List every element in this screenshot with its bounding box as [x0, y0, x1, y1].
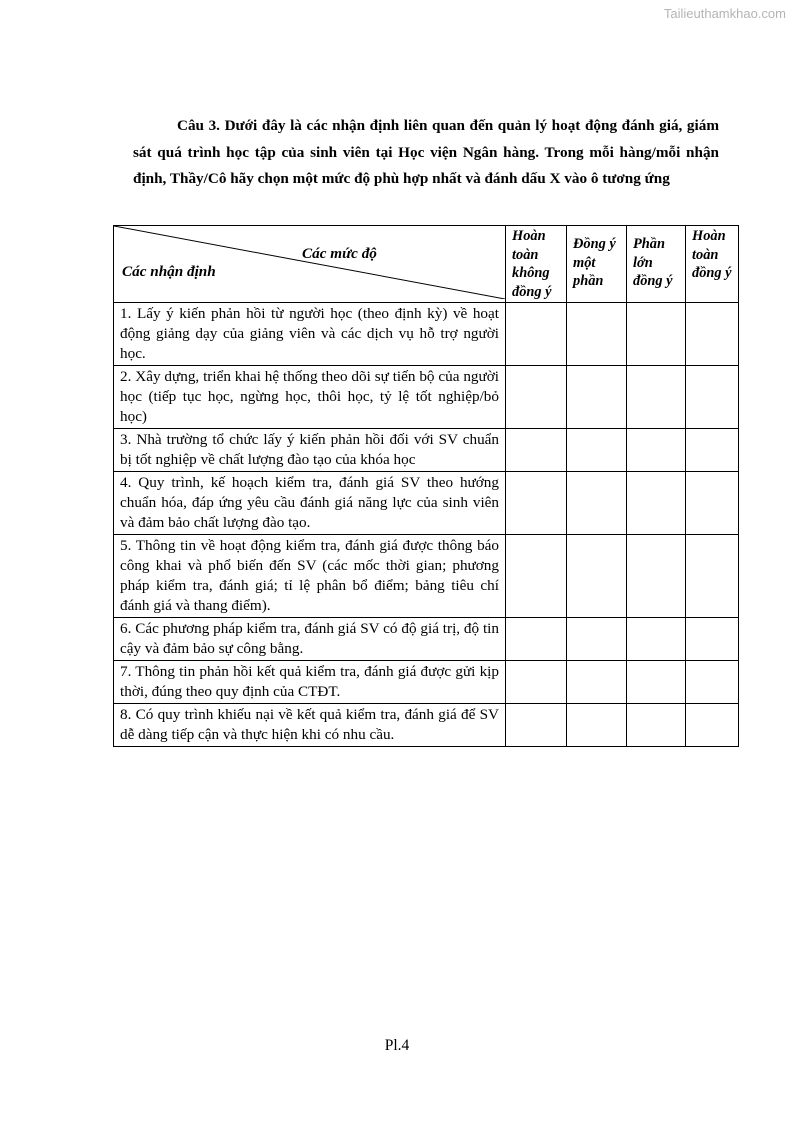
table-header-row — [114, 226, 739, 303]
answer-cell[interactable] — [506, 429, 567, 472]
answer-cell[interactable] — [506, 366, 567, 429]
table-row — [114, 303, 739, 366]
statement-cell: 8. Có quy trình khiếu nại về kết quả kiểm tra, đánh giá để SV dễ dàng tiếp cận và thực hiện khi có nhu cầu. — [114, 704, 506, 747]
question-text: Câu 3. Dưới đây là các nhận định liên quan đến quản lý hoạt động đánh giá, giám sát quá trình học tập của sinh viên tại Học viện Ngân hàng. Trong mỗi hàng/mỗi nhận định, Thầy/Cô hãy chọn một mức độ phù hợp nhất và đánh dấu X vào ô tương ứng — [133, 117, 719, 187]
answer-cell[interactable] — [506, 661, 567, 704]
answer-cell[interactable] — [567, 704, 627, 747]
header-statements: Các nhận định — [122, 263, 216, 280]
answer-cell[interactable] — [567, 661, 627, 704]
answer-cell[interactable] — [627, 618, 686, 661]
column-header: Đồng ý một phần — [567, 226, 627, 303]
answer-cell[interactable] — [567, 429, 627, 472]
answer-cell[interactable] — [567, 618, 627, 661]
table-row — [114, 472, 739, 535]
answer-cell[interactable] — [686, 472, 739, 535]
statement-cell: 3. Nhà trường tổ chức lấy ý kiến phản hồi đối với SV chuẩn bị tốt nghiệp về chất lượng đào tạo của khóa học — [114, 429, 506, 472]
answer-cell[interactable] — [627, 535, 686, 618]
statement-cell: 7. Thông tin phản hồi kết quả kiểm tra, đánh giá được gửi kịp thời, đúng theo quy định của CTĐT. — [114, 661, 506, 704]
answer-cell[interactable] — [506, 535, 567, 618]
statement-cell: 1. Lấy ý kiến phản hồi từ người học (theo định kỳ) về hoạt động giảng dạy của giảng viên và các dịch vụ hỗ trợ người học. — [114, 303, 506, 366]
table-row — [114, 661, 739, 704]
statement-cell: 6. Các phương pháp kiểm tra, đánh giá SV có độ giá trị, độ tin cậy và đảm bảo sự công bằng. — [114, 618, 506, 661]
answer-cell[interactable] — [686, 535, 739, 618]
answer-cell[interactable] — [506, 704, 567, 747]
table-row — [114, 429, 739, 472]
table-row — [114, 618, 739, 661]
answer-cell[interactable] — [627, 303, 686, 366]
watermark: Tailieuthamkhao.com — [663, 6, 786, 21]
answer-cell[interactable] — [567, 303, 627, 366]
answer-cell[interactable] — [567, 472, 627, 535]
column-header: Hoàn toàn không đồng ý — [506, 226, 567, 303]
answer-cell[interactable] — [627, 472, 686, 535]
column-header: Phần lớn đồng ý — [627, 226, 686, 303]
answer-cell[interactable] — [686, 661, 739, 704]
answer-cell[interactable] — [686, 303, 739, 366]
answer-cell[interactable] — [506, 618, 567, 661]
diagonal-header-cell — [114, 226, 506, 303]
answer-cell[interactable] — [627, 704, 686, 747]
table-row — [114, 366, 739, 429]
table-row — [114, 704, 739, 747]
answer-cell[interactable] — [567, 366, 627, 429]
header-levels: Các mức độ — [302, 245, 377, 262]
table-row — [114, 535, 739, 618]
answer-cell[interactable] — [627, 661, 686, 704]
answer-cell[interactable] — [567, 535, 627, 618]
survey-table — [113, 225, 739, 747]
answer-cell[interactable] — [506, 472, 567, 535]
statement-cell: 2. Xây dựng, triển khai hệ thống theo dõi sự tiến bộ của người học (tiếp tục học, ngừng học, thôi học, tỷ lệ tốt nghiệp/bỏ học) — [114, 366, 506, 429]
answer-cell[interactable] — [686, 618, 739, 661]
answer-cell[interactable] — [506, 303, 567, 366]
statement-cell: 5. Thông tin về hoạt động kiểm tra, đánh giá được thông báo công khai và phổ biến đến SV (các mốc thời gian; phương pháp kiểm tra, đánh giá; tỉ lệ phân bổ điểm; bảng tiêu chí đánh giá và thang điểm). — [114, 535, 506, 618]
answer-cell[interactable] — [686, 366, 739, 429]
answer-cell[interactable] — [627, 366, 686, 429]
answer-cell[interactable] — [686, 704, 739, 747]
page-number: Pl.4 — [384, 1037, 410, 1054]
statement-cell: 4. Quy trình, kế hoạch kiểm tra, đánh giá SV theo hướng chuẩn hóa, đáp ứng yêu cầu đánh giá năng lực của sinh viên và đảm bảo chất lượng đào tạo. — [114, 472, 506, 535]
answer-cell[interactable] — [686, 429, 739, 472]
column-header: Hoàn toàn đồng ý — [686, 226, 739, 303]
answer-cell[interactable] — [627, 429, 686, 472]
